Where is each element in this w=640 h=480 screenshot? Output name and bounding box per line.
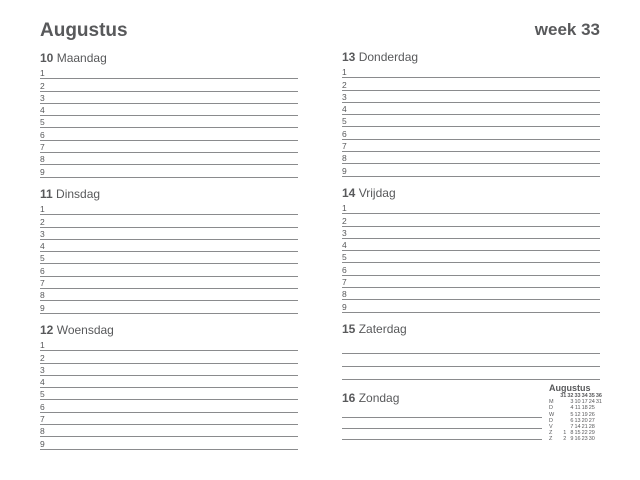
hour-line [342,103,600,115]
day-name: Woensdag [56,323,114,337]
hour-line [40,388,298,400]
hour-label: 6 [40,401,45,412]
hour-label: 7 [342,277,347,288]
hour-line [40,364,298,376]
day-name: Zaterdag [358,322,407,336]
hour-line [342,152,600,164]
hour-label: 1 [40,68,45,79]
hour-lines [40,67,298,178]
day-header [342,321,600,337]
hour-line [40,376,298,388]
hour-line [342,115,600,127]
mini-calendar-date: 3 [570,399,574,406]
hour-label: 3 [342,91,347,102]
hour-label: 5 [342,116,347,127]
hour-label: 2 [40,352,45,363]
mini-calendar-week-number: 35 [588,393,595,399]
day-name: Zondag [358,391,400,405]
mini-calendar-week-number: 34 [581,393,588,399]
hour-line [40,79,298,91]
hour-label: 7 [40,142,45,153]
week-label: week 33 [534,20,600,39]
hour-label: 9 [40,166,45,177]
day-name: Dinsdag [56,187,101,201]
hour-label: 4 [40,105,45,116]
mini-calendar-day-letter: D [549,405,553,412]
note-line [342,429,542,440]
note-line [342,367,600,380]
note-line [342,418,542,429]
hour-label: 2 [40,80,45,91]
hour-label: 7 [342,141,347,152]
hour-line [40,425,298,437]
hour-label: 9 [342,301,347,312]
hour-label: 8 [40,154,45,165]
hour-line [342,288,600,300]
hour-line [40,252,298,264]
hour-label: 3 [342,227,347,238]
hour-line [342,227,600,239]
hour-label: 5 [342,252,347,263]
mini-calendar-date: 13 [574,417,581,424]
mini-calendar-date: 9 [570,436,574,443]
hour-line [342,251,600,263]
mini-calendar-date: 28 [588,424,595,431]
mini-calendar-date: 19 [581,411,588,418]
hour-line [40,277,298,289]
day-block-saturday [342,321,600,380]
mini-calendar-date: 20 [581,417,588,424]
day-name: Maandag [56,51,107,65]
hour-label: 4 [40,241,45,252]
day-header [40,186,298,202]
hour-line [40,289,298,301]
day-number: 15 [342,322,356,336]
hour-line [342,164,600,176]
mini-calendar-date: 12 [574,411,581,418]
note-line [342,407,542,418]
day-block-sunday [342,390,542,440]
mini-calendar-date: 24 [588,399,595,406]
month-title: Augustus [40,20,128,41]
hour-label: 9 [40,302,45,313]
hour-label: 1 [40,340,45,351]
hour-label: 8 [342,289,347,300]
hour-line [40,413,298,425]
day-number: 11 [40,187,53,201]
mini-calendar-date: 11 [574,405,581,412]
hour-label: 5 [40,117,45,128]
hour-label: 8 [342,153,347,164]
mini-calendar [549,383,609,443]
hour-line [40,400,298,412]
hour-line [40,153,298,165]
mini-calendar-date: 4 [570,405,574,412]
hour-line [40,141,298,153]
day-header [342,390,542,406]
hour-line [40,351,298,363]
hour-line [40,264,298,276]
day-block-thursday [342,49,600,177]
hour-line [40,339,298,351]
hour-label: 1 [342,203,347,214]
mini-calendar-date: 2 [563,436,567,443]
hour-label: 7 [40,414,45,425]
mini-calendar-week-number: 32 [567,393,574,399]
mini-calendar-day-letter: Z [549,430,553,437]
hour-label: 2 [342,215,347,226]
mini-calendar-date: 10 [574,399,581,406]
hour-label: 6 [40,265,45,276]
mini-calendar-table [549,393,603,443]
day-header [342,49,600,65]
mini-calendar-day-letter: D [549,417,553,424]
note-line [342,354,600,367]
mini-calendar-date [596,436,603,442]
hour-label: 1 [40,204,45,215]
hour-label: 3 [40,364,45,375]
day-number: 13 [342,50,356,64]
day-number: 10 [40,51,54,65]
day-block-friday [342,185,600,313]
mini-calendar-date: 29 [588,430,595,437]
day-header [40,50,298,66]
hour-line [342,214,600,226]
mini-calendar-date: 18 [581,405,588,412]
hour-line [40,104,298,116]
mini-calendar-day-letter: W [549,411,555,418]
hour-label: 5 [40,253,45,264]
hour-line [342,202,600,214]
hour-line [342,66,600,78]
hour-label: 3 [40,228,45,239]
mini-calendar-date: 5 [570,411,574,418]
hour-label: 2 [342,79,347,90]
hour-label: 6 [40,129,45,140]
hour-label: 9 [40,438,45,449]
hour-label: 4 [342,240,347,251]
hour-line [40,228,298,240]
day-block-wednesday [40,322,298,450]
day-header [342,185,600,201]
hour-label: 6 [342,128,347,139]
mini-calendar-date: 1 [563,430,567,437]
mini-calendar-day-letter: V [549,424,553,431]
hour-label: 1 [342,67,347,78]
hour-line [40,215,298,227]
hour-label: 4 [40,377,45,388]
mini-calendar-date: 27 [588,417,595,424]
hour-label: 4 [342,104,347,115]
hour-line [40,203,298,215]
hour-line [342,263,600,275]
mini-calendar-date: 16 [574,436,581,443]
mini-calendar-date: 31 [595,399,602,406]
mini-calendar-date: 15 [574,430,581,437]
hour-label: 5 [40,389,45,400]
note-line [342,341,600,354]
hour-line [342,78,600,90]
mini-calendar-week-number: 36 [595,393,602,399]
day-number: 12 [40,323,54,337]
hour-label: 9 [342,165,347,176]
day-name: Vrijdag [358,186,396,200]
hour-line [40,301,298,313]
hour-label: 8 [40,426,45,437]
day-name: Donderdag [358,50,419,64]
day-block-tuesday [40,186,298,314]
hour-line [342,91,600,103]
mini-calendar-date: 14 [574,424,581,431]
hour-line [342,127,600,139]
hour-line [342,140,600,152]
mini-calendar-date: 22 [581,430,588,437]
hour-line [40,165,298,177]
hour-line [40,240,298,252]
hour-lines [342,202,600,313]
mini-calendar-title: Augustus [549,383,591,393]
hour-line [342,239,600,251]
mini-calendar-date: 21 [581,424,588,431]
hour-label: 3 [40,92,45,103]
hour-label: 8 [40,290,45,301]
hour-label: 2 [40,216,45,227]
hour-line [40,116,298,128]
hour-line [40,128,298,140]
mini-calendar-day-letter: M [549,399,554,406]
mini-calendar-date: 25 [588,405,595,412]
day-number: 14 [342,186,356,200]
hour-line [40,92,298,104]
hour-line [342,276,600,288]
mini-calendar-date: 6 [570,417,574,424]
mini-calendar-row [549,436,603,442]
mini-calendar-date: 23 [581,436,588,443]
hour-line [342,300,600,312]
mini-calendar-date: 17 [581,399,588,406]
mini-calendar-date: 8 [570,430,574,437]
mini-calendar-week-number: 31 [560,393,567,399]
hour-lines [40,339,298,450]
mini-calendar-date: 26 [588,411,595,418]
mini-calendar-date: 30 [588,436,595,443]
hour-lines [342,66,600,177]
day-number: 16 [342,391,356,405]
note-lines [342,341,600,380]
day-header [40,322,298,338]
mini-calendar-day-letter: Z [549,436,553,443]
mini-calendar-date: 7 [570,424,574,431]
note-lines [342,407,542,440]
mini-calendar-week-number: 33 [574,393,581,399]
hour-line [40,67,298,79]
hour-lines [40,203,298,314]
day-block-monday [40,50,298,178]
hour-label: 6 [342,264,347,275]
hour-label: 7 [40,278,45,289]
hour-line [40,437,298,449]
